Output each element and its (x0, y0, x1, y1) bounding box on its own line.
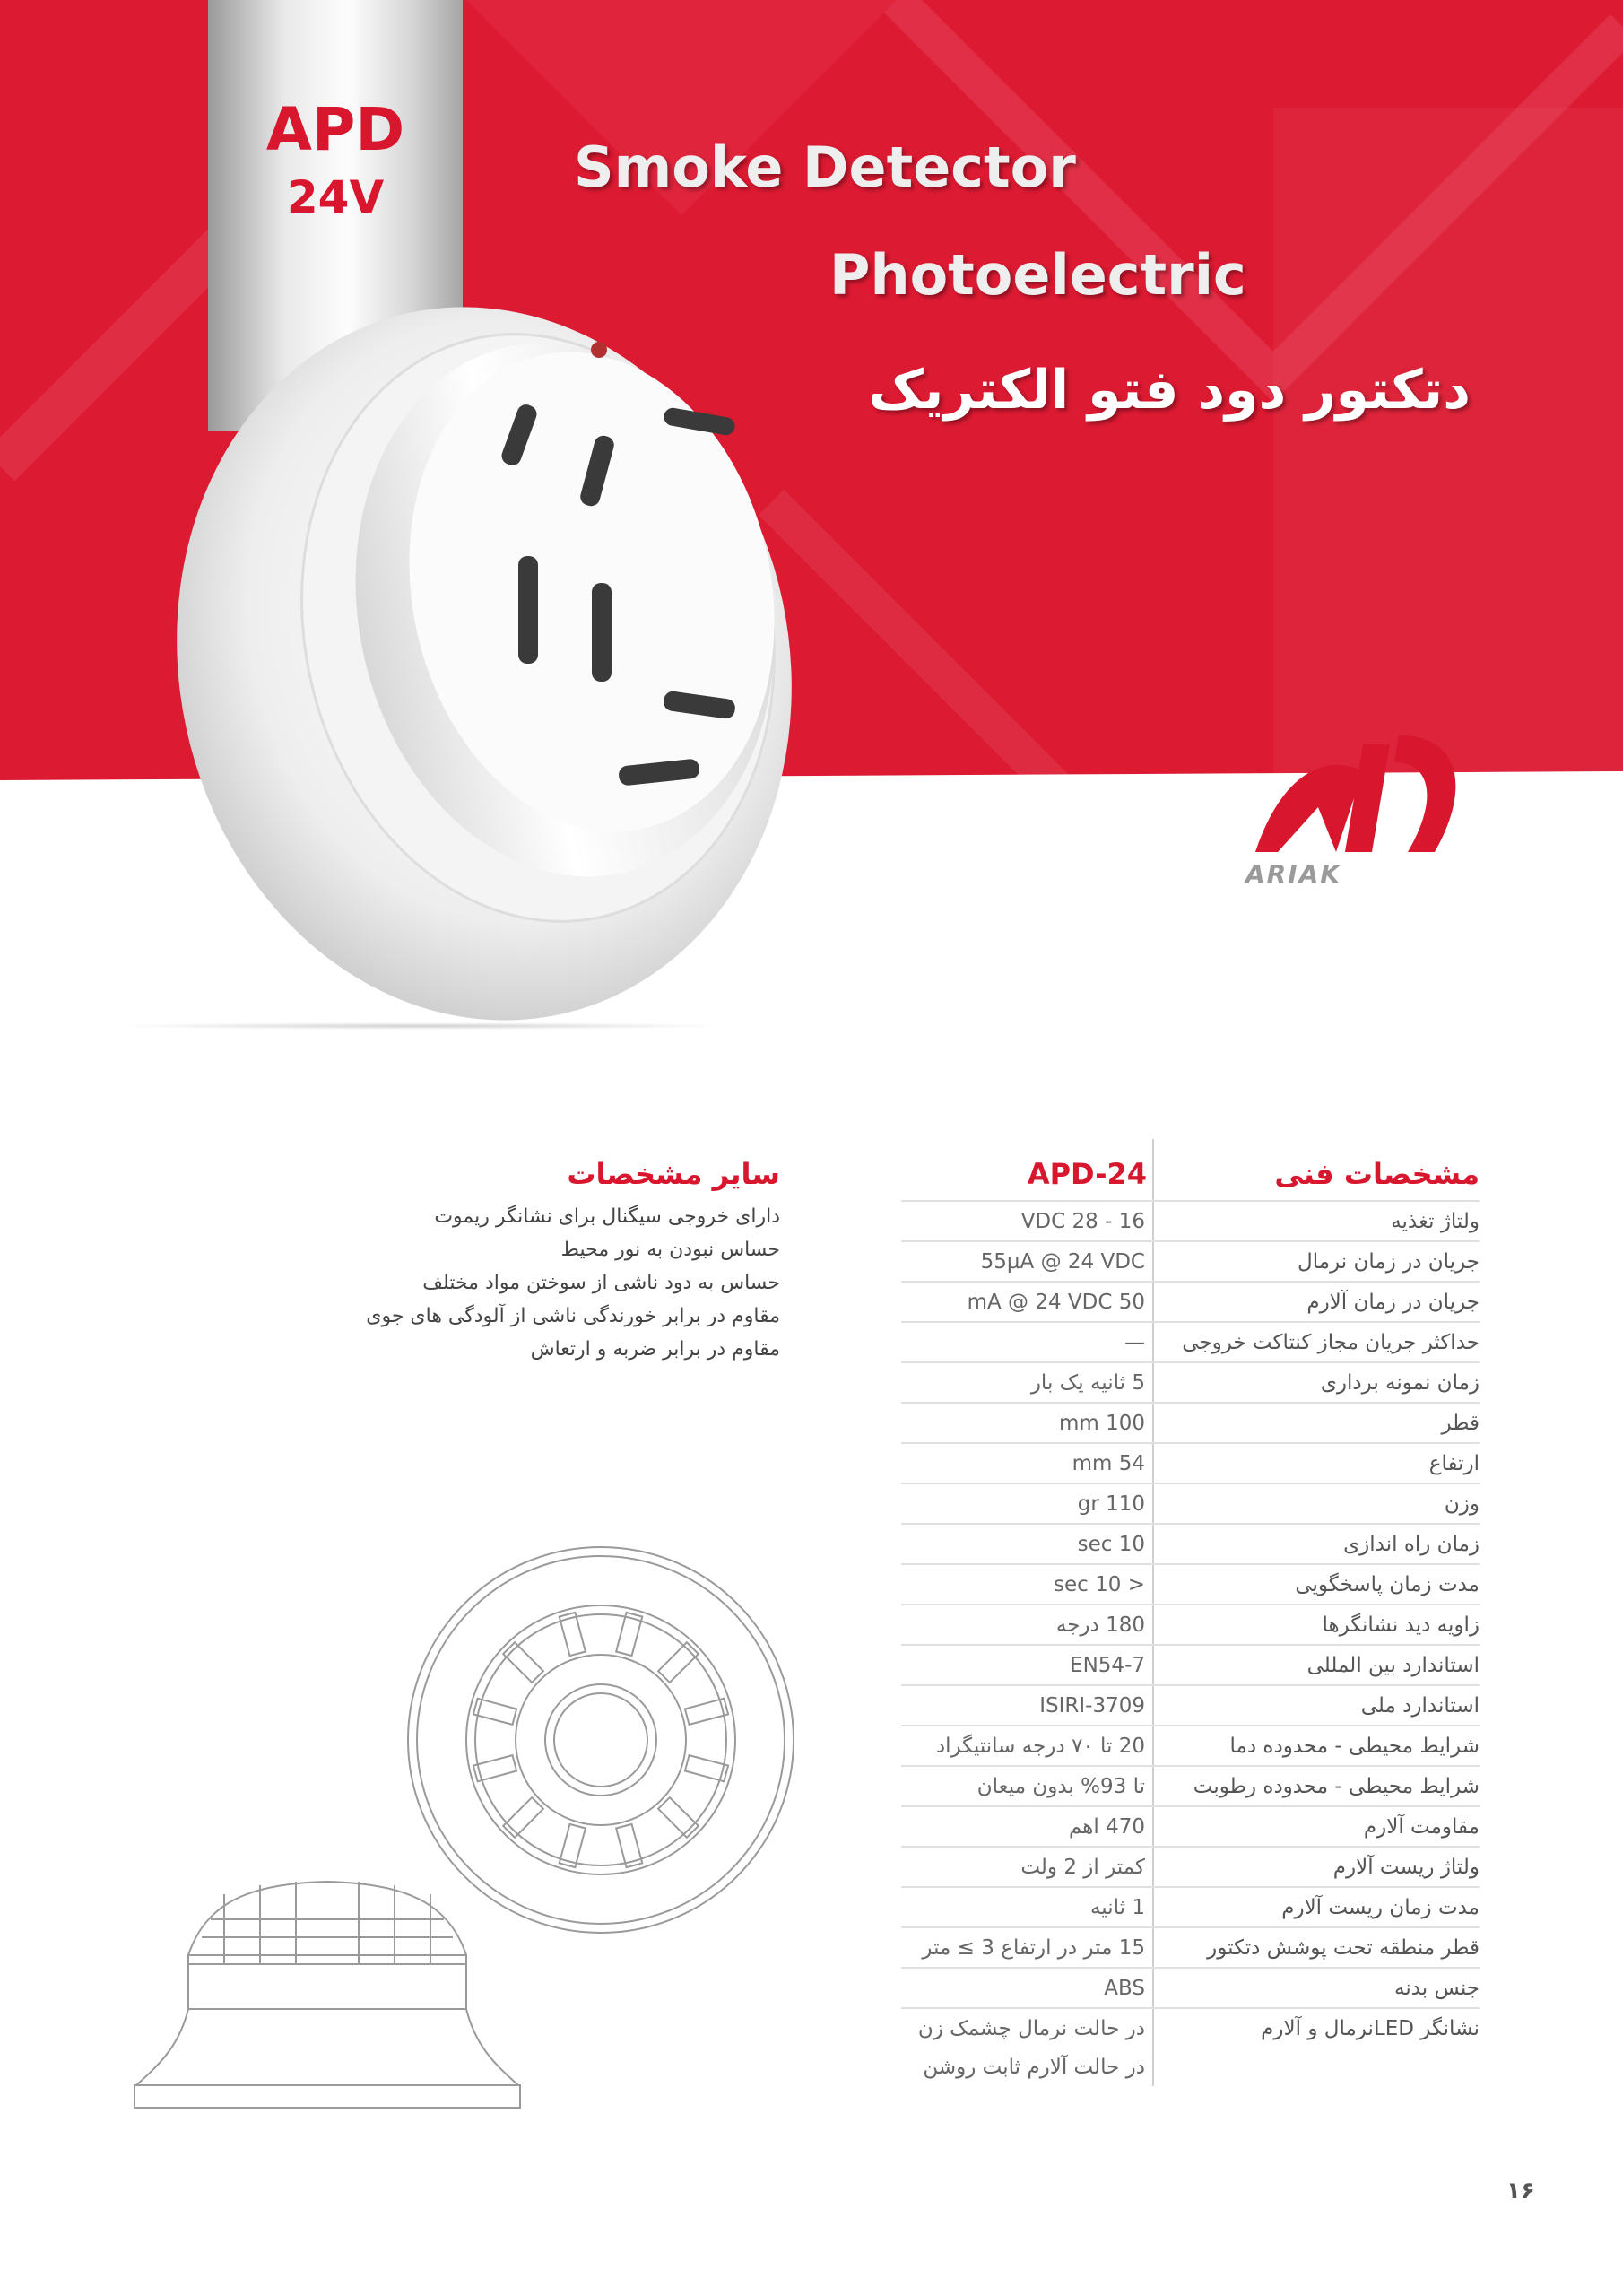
table-row (901, 1886, 1480, 1926)
table-row (901, 1361, 1480, 1402)
brand-logo-text: ARIAK (1245, 859, 1341, 889)
spec-value: 20 تا ۷۰ درجه سانتیگراد (935, 1734, 1145, 1758)
table-row (901, 1281, 1480, 1321)
table-row (901, 1523, 1480, 1563)
spec-label: استاندارد بین المللی (1152, 1646, 1480, 1684)
spec-value: 470 اهم (1068, 1814, 1145, 1839)
spec-value: < 10 sec (1054, 1572, 1145, 1596)
other-specs-heading: سایر مشخصات (567, 1157, 780, 1191)
table-row (901, 1563, 1480, 1604)
spec-label: جریان در زمان آلارم (1152, 1283, 1480, 1321)
spec-value: 55µA @ 24 VDC (980, 1249, 1145, 1274)
spec-value: 54 mm (1072, 1451, 1145, 1475)
table-row (901, 1240, 1480, 1281)
spec-value: 10 sec (1077, 1532, 1145, 1556)
spec-value: 110 gr (1077, 1492, 1145, 1516)
table-row (901, 1321, 1480, 1361)
list-item: مقاوم در برابر خورندگی ناشی از آلودگی های جوی (366, 1305, 780, 1327)
table-row (901, 1805, 1480, 1846)
list-item: حساس به دود ناشی از سوختن مواد مختلف (422, 1272, 780, 1294)
product-model: APD (265, 95, 405, 164)
spec-value: 50 mA @ 24 VDC (967, 1290, 1145, 1314)
spec-value: 100 mm (1058, 1411, 1145, 1435)
spec-value: EN54-7 (1070, 1653, 1145, 1677)
spec-value: ABS (1104, 1976, 1145, 2000)
list-item: مقاوم در برابر ضربه و ارتعاش (530, 1338, 780, 1361)
spec-label: ولتاژ تغذیه (1152, 1202, 1480, 1240)
spec-label: زاویه دید نشانگرها (1152, 1605, 1480, 1644)
table-row (901, 1684, 1480, 1725)
table-row (901, 1765, 1480, 1805)
spec-label: زمان نمونه برداری (1152, 1363, 1480, 1402)
specs-header (901, 1139, 1480, 1200)
spec-label: جنس بدنه (1152, 1969, 1480, 2007)
technical-specs-table (901, 1139, 1480, 2086)
specs-model-heading: APD-24 (1027, 1157, 1147, 1191)
table-row (901, 1402, 1480, 1442)
spec-label: استاندارد ملی (1152, 1686, 1480, 1725)
table-row (901, 1725, 1480, 1765)
specs-heading: مشخصات فنی (1152, 1139, 1480, 1200)
list-item: دارای خروجی سیگنال برای نشانگر ریموت (434, 1205, 780, 1228)
product-voltage: 24V (286, 171, 385, 223)
spec-value: کمتر از 2 ولت (1020, 1855, 1145, 1879)
table-row (901, 1442, 1480, 1483)
table-row (901, 1200, 1480, 1240)
table-row (901, 2007, 1480, 2048)
table-row (901, 1926, 1480, 1967)
subtitle-english: Photoelectric (829, 242, 1246, 308)
table-row (901, 1846, 1480, 1886)
spec-label: ولتاژ ریست آلارم (1152, 1848, 1480, 1886)
brand-logo-icon (1228, 718, 1480, 870)
spec-value: 16 - 28 VDC (1020, 1209, 1145, 1233)
detector-line-drawing (126, 1543, 861, 2117)
table-row (901, 1483, 1480, 1523)
spec-value: در حالت آلارم ثابت روشن (923, 2055, 1145, 2079)
spec-label: جریان در زمان نرمال (1152, 1242, 1480, 1281)
table-row (901, 1644, 1480, 1684)
spec-label: مدت زمان پاسخگویی (1152, 1565, 1480, 1604)
table-row (901, 2048, 1480, 2086)
spec-label: نشانگر LEDنرمال و آلارم (1152, 2009, 1480, 2048)
table-row (901, 1604, 1480, 1644)
spec-label: قطر (1152, 1404, 1480, 1442)
title-persian: دتکتور دود فتو الکتریک (868, 359, 1471, 422)
page-number: ۱۶ (1506, 2178, 1535, 2205)
spec-label: ارتفاع (1152, 1444, 1480, 1483)
spec-value: 180 درجه (1055, 1613, 1145, 1637)
table-row (901, 1967, 1480, 2007)
title-english: Smoke Detector (574, 135, 1076, 200)
spec-label: وزن (1152, 1484, 1480, 1523)
spec-value: 15 متر در ارتفاع 3 ≥ متر (922, 1935, 1145, 1960)
spec-label: حداکثر جریان مجاز کنتاکت خروجی (1152, 1323, 1480, 1361)
device-shadow (108, 1022, 735, 1030)
spec-value: 1 ثانیه (1089, 1895, 1145, 1919)
smoke-detector-photo (135, 287, 834, 1040)
spec-value: تا 93% بدون میعان (976, 1774, 1145, 1798)
spec-label: قطر منطقه تحت پوشش دتکتور (1152, 1928, 1480, 1967)
spec-value: ISIRI-3709 (1039, 1693, 1145, 1718)
spec-value: در حالت نرمال چشمک زن (917, 2016, 1145, 2040)
spec-label: شرایط محیطی - محدوده دما (1152, 1726, 1480, 1765)
list-item: حساس نبودن به نور محیط (560, 1239, 780, 1261)
spec-label: زمان راه اندازی (1152, 1525, 1480, 1563)
other-specs (341, 1139, 780, 1366)
spec-label: شرایط محیطی - محدوده رطوبت (1152, 1767, 1480, 1805)
spec-label: مقاومت آلارم (1152, 1807, 1480, 1846)
spec-value: — (1124, 1330, 1145, 1354)
spec-label: مدت زمان ریست آلارم (1152, 1888, 1480, 1926)
spec-value: 5 ثانیه یک بار (1030, 1370, 1145, 1395)
